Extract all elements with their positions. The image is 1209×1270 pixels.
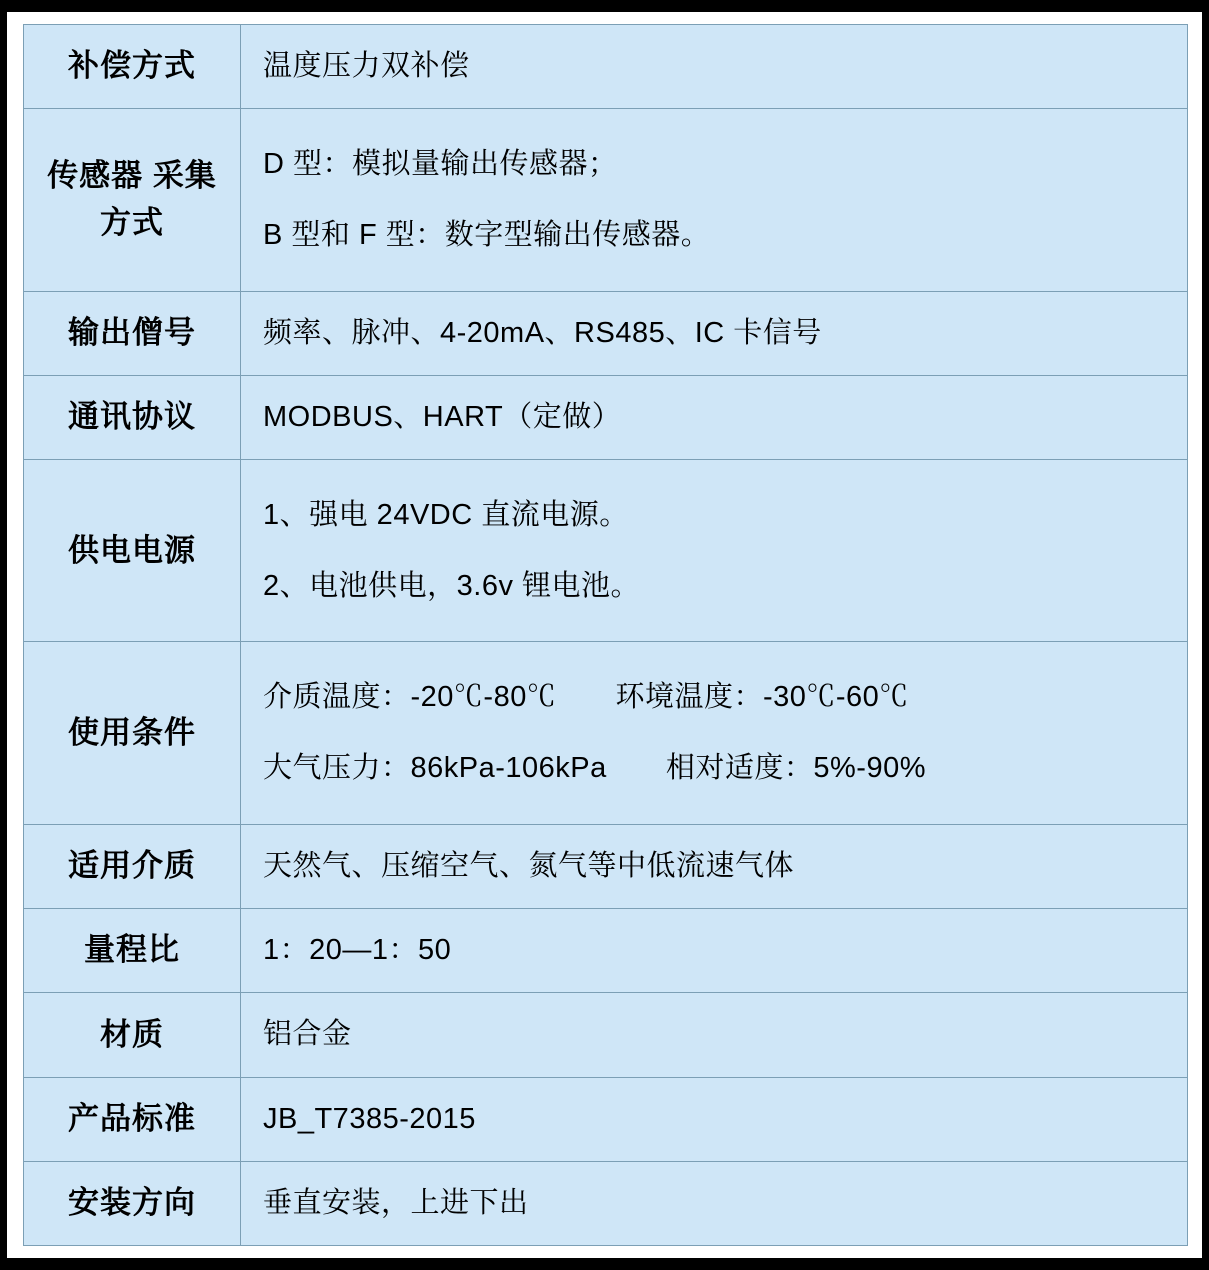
row-label-output-signal: 输出僧号	[24, 291, 241, 375]
value-line: 垂直安装，上进下出	[263, 1186, 529, 1219]
row-value-sensor-acquisition	[241, 109, 1188, 291]
value-line: MODBUS、HART（定做）	[263, 400, 622, 433]
row-label-applicable-medium: 适用介质	[24, 824, 241, 908]
value-line: 频率、脉冲、4-20mA、RS485、IC 卡信号	[263, 316, 822, 349]
value-line: JB_T7385-2015	[263, 1102, 476, 1135]
row-label-turndown-ratio: 量程比	[24, 909, 241, 993]
value-line: B 型和 F 型：数字型输出传感器。	[263, 218, 711, 251]
value-line: 铝合金	[263, 1018, 352, 1051]
table-row	[24, 25, 1188, 109]
value-line: D 型：模拟量输出传感器；	[263, 147, 618, 180]
row-value-power-supply	[241, 460, 1188, 642]
row-value-operating-conditions	[241, 642, 1188, 824]
row-label-material: 材质	[24, 993, 241, 1077]
table-row	[24, 824, 1188, 908]
row-value-applicable-medium	[241, 824, 1188, 908]
value-line: 天然气、压缩空气、氮气等中低流速气体	[263, 850, 795, 883]
value-segment: 大气压力：86kPa-106kPa	[263, 752, 607, 785]
specification-table	[23, 24, 1188, 1246]
value-line: 2、电池供电，3.6v 锂电池。	[263, 569, 640, 602]
row-label-compensation: 补偿方式	[24, 25, 241, 109]
value-line	[263, 675, 1177, 720]
value-segment: 介质温度：-20℃-80℃	[263, 681, 557, 714]
table-row	[24, 1161, 1188, 1245]
row-value-protocol	[241, 375, 1188, 459]
label-line: 传感器	[47, 158, 144, 194]
table-row	[24, 1077, 1188, 1161]
table-row	[24, 375, 1188, 459]
row-value-compensation	[241, 25, 1188, 109]
row-label-operating-conditions: 使用条件	[24, 642, 241, 824]
table-row	[24, 642, 1188, 824]
row-value-material	[241, 993, 1188, 1077]
row-label-protocol: 通讯协议	[24, 375, 241, 459]
row-value-installation-direction	[241, 1161, 1188, 1245]
table-row	[24, 109, 1188, 291]
row-value-output-signal	[241, 291, 1188, 375]
row-label-sensor-acquisition	[24, 109, 241, 291]
table-row	[24, 909, 1188, 993]
value-line: 1：20—1：50	[263, 934, 452, 967]
row-label-power-supply: 供电电源	[24, 460, 241, 642]
row-value-turndown-ratio	[241, 909, 1188, 993]
row-label-installation-direction: 安装方向	[24, 1161, 241, 1245]
table-row	[24, 291, 1188, 375]
row-value-product-standard	[241, 1077, 1188, 1161]
label-line: 采集方式	[100, 158, 217, 240]
value-line	[263, 746, 1177, 791]
table-row	[24, 460, 1188, 642]
value-line: 1、强电 24VDC 直流电源。	[263, 498, 629, 531]
value-segment: 环境温度：-30℃-60℃	[615, 681, 909, 714]
table-row	[24, 993, 1188, 1077]
value-segment: 相对适度：5%-90%	[665, 752, 926, 785]
row-label-product-standard: 产品标准	[24, 1077, 241, 1161]
value-line: 温度压力双补偿	[263, 50, 470, 83]
